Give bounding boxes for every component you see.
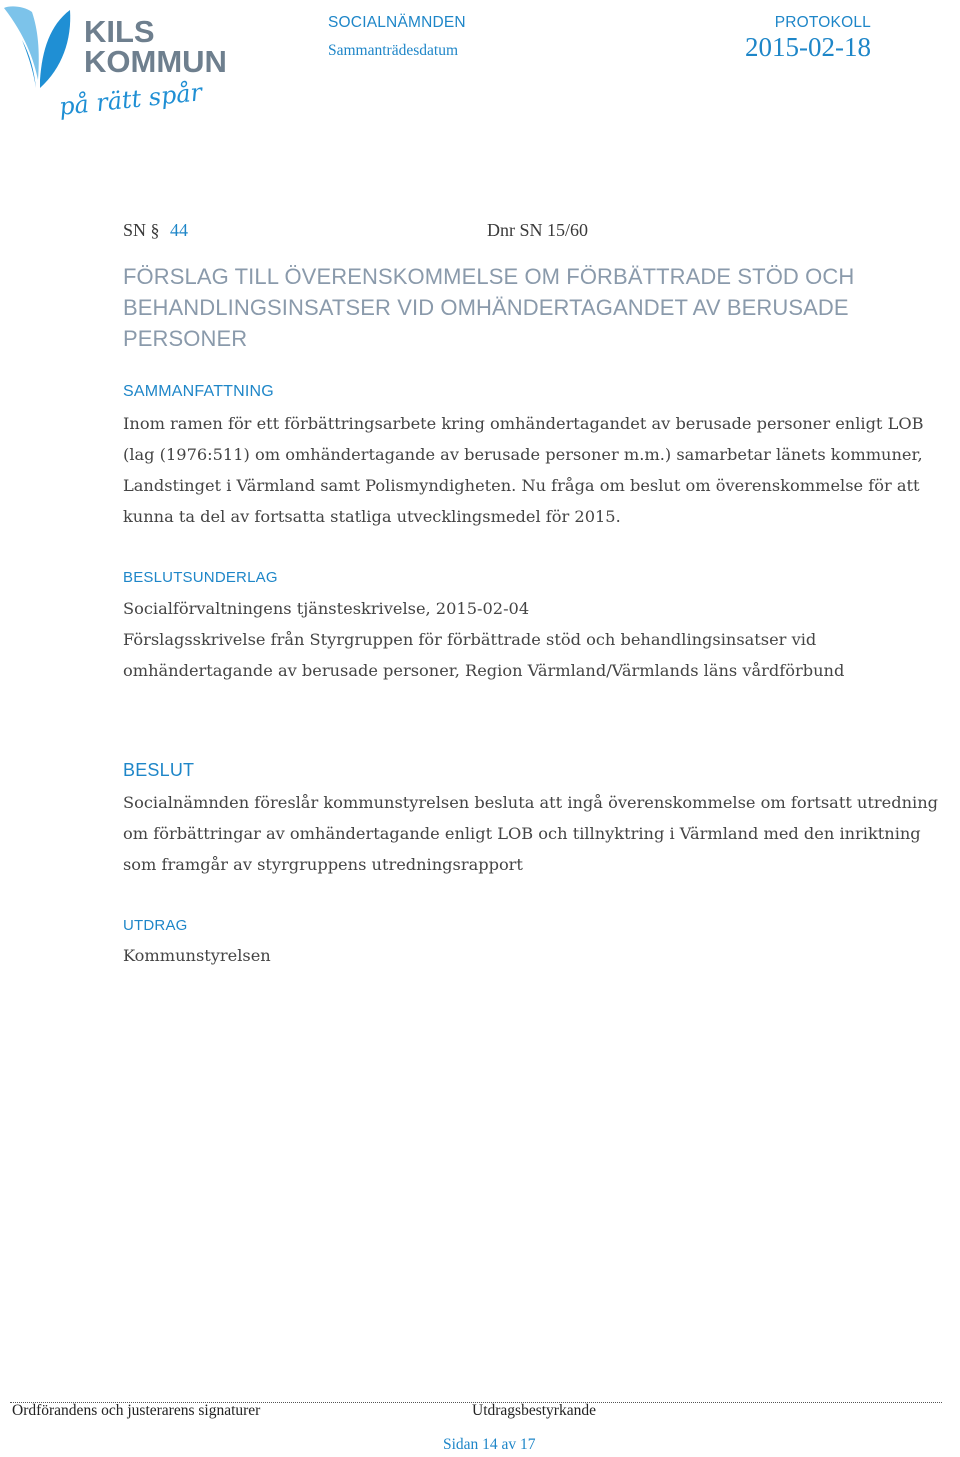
extract-recipient: Kommunstyrelsen (123, 946, 271, 965)
section-symbol-icon: § (150, 220, 160, 240)
decision-basis-line: Socialförvaltningens tjänsteskrivelse, 2015-02-04 (123, 599, 530, 618)
decision-text (123, 787, 958, 880)
summary-line: Inom ramen för ett förbättringsarbete kring omhändertagandet av berusade personer enligt LOB (123, 414, 924, 433)
logo-v-shape-right (40, 10, 70, 88)
summary-line: kunna ta del av fortsatta statliga utvecklingsmedel för 2015. (123, 507, 621, 526)
title-line: PERSONER (123, 326, 248, 351)
decision-basis-line: Förslagsskrivelse från Styrgruppen för förbättrade stöd och behandlingsinsatser vid (123, 630, 817, 649)
kils-kommun-logo (0, 0, 230, 135)
logo-tagline: på rätt spår (57, 78, 204, 121)
decision-line: som framgår av styrgruppens utredningsrapport (123, 855, 523, 874)
decision-basis-heading: BESLUTSUNDERLAG (123, 569, 278, 586)
decision-basis-line: omhändertagande av berusade personer, Region Värmland/Värmlands läns vårdförbund (123, 661, 845, 680)
title-line: BEHANDLINGSINSATSER VID OMHÄNDERTAGANDET AV BERUSADE (123, 295, 849, 320)
decision-line: Socialnämnden föreslår kommunstyrelsen besluta att ingå överenskommelse om fortsatt utredning (123, 793, 938, 812)
extract-heading: UTDRAG (123, 917, 188, 934)
summary-heading: SAMMANFATTNING (123, 383, 274, 400)
meeting-date: 2015-02-18 (745, 32, 871, 62)
summary-text (123, 408, 958, 532)
decision-heading: BESLUT (123, 760, 195, 780)
case-number: 44 (170, 220, 189, 240)
certifier-label: Utdragsbestyrkande (472, 1402, 596, 1419)
page-number: Sidan 14 av 17 (443, 1436, 536, 1453)
summary-line: (lag (1976:511) om omhändertagande av berusade personer m.m.) samarbetar länets kommuner, (123, 445, 923, 464)
logo-line1: KILS (84, 14, 155, 49)
logo-line2: KOMMUN (84, 44, 227, 79)
case-prefix: SN (123, 220, 147, 240)
meeting-date-label: Sammanträdesdatum (328, 42, 458, 59)
page-title (123, 261, 913, 354)
signatures-label: Ordförandens och justerarens signaturer (12, 1402, 261, 1419)
document-type: PROTOKOLL (774, 14, 871, 31)
summary-line: Landstinget i Värmland samt Polismyndigheten. Nu fråga om beslut om överenskommelse för att (123, 476, 920, 495)
logo-v-shape (4, 6, 39, 80)
title-line: FÖRSLAG TILL ÖVERENSKOMMELSE OM FÖRBÄTTRADE STÖD OCH (123, 264, 855, 289)
decision-basis-text (123, 593, 958, 686)
decision-line: om förbättringar av omhändertagande enligt LOB och tillnyktring i Värmland med den inriktning (123, 824, 921, 843)
department-name: SOCIALNÄMNDEN (328, 14, 466, 31)
diary-number: Dnr SN 15/60 (487, 220, 589, 240)
